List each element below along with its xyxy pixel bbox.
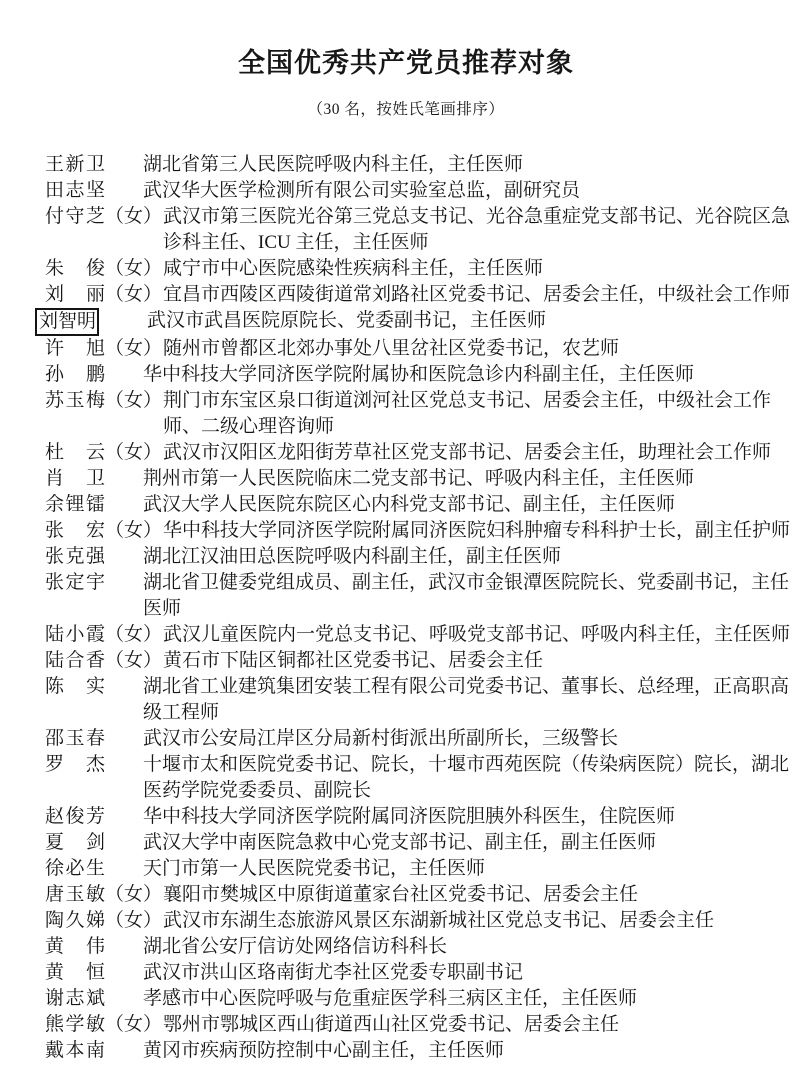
entry-name: 付 守 芝 <box>45 206 105 227</box>
entry-row <box>45 934 795 960</box>
entry-row <box>45 908 795 934</box>
entry-row <box>45 544 795 570</box>
entry-name: 张 宏 <box>45 520 105 541</box>
gender-marker: （女） <box>105 1014 163 1035</box>
entry-name: 孙 鹏 <box>45 364 105 385</box>
entry-name: 张 克 强 <box>45 546 105 567</box>
entry-description: 十堰市太和医院党委书记、院长，十堰市西苑医院（传染病医院）院长，湖北医药学院党委委员、副院长 <box>143 754 790 801</box>
entry-row <box>45 622 795 648</box>
entry-description: 湖北江汉油田总医院呼吸内科副主任，副主任医师 <box>143 546 562 567</box>
entry-name: 王 新 卫 <box>45 154 105 175</box>
entry-row <box>45 256 795 282</box>
entry-description: 湖北省卫健委党组成员、副主任，武汉市金银潭医院院长、党委副书记，主任医师 <box>143 572 790 619</box>
entry-row <box>45 518 795 544</box>
entry-row <box>45 466 795 492</box>
entry-row <box>45 492 795 518</box>
gender-marker: （女） <box>105 624 163 645</box>
entry-name: 唐 玉 敏 <box>45 884 105 905</box>
entry-description: 华中科技大学同济医学院附属同济医院胆胰外科医生，住院医师 <box>143 806 676 827</box>
gender-marker: （女） <box>105 650 163 671</box>
entry-name: 罗 杰 <box>45 754 105 775</box>
entry-name: 田 志 坚 <box>45 180 105 201</box>
entry-name: 陆 合 香 <box>45 650 105 671</box>
entry-description: 武汉市汉阳区龙阳街芳草社区党支部书记、居委会主任，助理社会工作师 <box>163 442 772 463</box>
entry-row <box>45 362 795 388</box>
entry-description: 华中科技大学同济医学院附属同济医院妇科肿瘤专科科护士长，副主任护师 <box>163 520 791 541</box>
entry-description: 荆州市第一人民医院临床二党支部书记、呼吸内科主任，主任医师 <box>143 468 695 489</box>
entry-name: 苏 玉 梅 <box>45 390 105 411</box>
entry-description: 武汉市公安局江岸区分局新村街派出所副所长，三级警长 <box>143 728 619 749</box>
entry-row <box>45 570 795 622</box>
entry-description: 湖北省公安厅信访处网络信访科科长 <box>143 936 448 957</box>
entry-description: 武汉儿童医院内一党总支书记、呼吸党支部书记、呼吸内科主任，主任医师 <box>163 624 791 645</box>
recommendation-list <box>0 152 812 1064</box>
gender-marker: （女） <box>105 910 163 931</box>
gender-marker: （女） <box>105 442 163 463</box>
entry-name: 杜 云 <box>45 442 105 463</box>
entry-name: 赵 俊 芳 <box>45 806 105 827</box>
entry-name: 陶 久 娣 <box>45 910 105 931</box>
entry-row <box>45 830 795 856</box>
entry-description: 随州市曾都区北郊办事处八里岔社区党委书记，农艺师 <box>163 338 620 359</box>
entry-description: 宜昌市西陵区西陵街道常刘路社区党委书记、居委会主任，中级社会工作师 <box>163 284 791 305</box>
entry-row <box>45 282 795 308</box>
entry-description: 咸宁市中心医院感染性疾病科主任，主任医师 <box>163 258 544 279</box>
entry-description: 湖北省第三人民医院呼吸内科主任，主任医师 <box>143 154 524 175</box>
entry-name: 许 旭 <box>45 338 105 359</box>
entry-name: 陆 小 霞 <box>45 624 105 645</box>
entry-name: 邵 玉 春 <box>45 728 105 749</box>
entry-description: 黄石市下陆区铜都社区党委书记、居委会主任 <box>163 650 544 671</box>
entry-description: 荆门市东宝区泉口街道浏河社区党总支书记、居委会主任，中级社会工作师、二级心理咨询师 <box>163 390 772 437</box>
entry-row <box>45 804 795 830</box>
entry-name: 肖 卫 <box>45 468 105 489</box>
gender-marker: （女） <box>105 338 163 359</box>
entry-name: 黄 恒 <box>45 962 105 983</box>
entry-row <box>45 152 795 178</box>
entry-name: 陈 实 <box>45 676 105 697</box>
entry-row <box>45 1012 795 1038</box>
entry-name: 张 定 宇 <box>45 572 105 593</box>
entry-name: 熊 学 敏 <box>45 1014 105 1035</box>
entry-row <box>45 388 795 440</box>
entry-row <box>45 726 795 752</box>
gender-marker: （女） <box>105 206 163 227</box>
gender-marker: （女） <box>105 520 163 541</box>
entry-row <box>45 336 795 362</box>
entry-description: 武汉大学中南医院急救中心党支部书记、副主任，副主任医师 <box>143 832 657 853</box>
document-title: 全国优秀共产党员推荐对象 <box>238 48 574 78</box>
entry-row <box>45 440 795 466</box>
entry-description: 湖北省工业建筑集团安装工程有限公司党委书记、董事长、总经理，正高职高级工程师 <box>143 676 790 723</box>
entry-row <box>45 986 795 1012</box>
entry-description: 武汉华大医学检测所有限公司实验室总监，副研究员 <box>143 180 581 201</box>
entry-description: 武汉市洪山区珞南街尤李社区党委专职副书记 <box>143 962 524 983</box>
entry-name: 戴 本 南 <box>45 1040 105 1061</box>
entry-row <box>45 960 795 986</box>
entry-name: 夏 剑 <box>45 832 105 853</box>
entry-row <box>45 856 795 882</box>
entry-name: 徐 必 生 <box>45 858 105 879</box>
entry-row <box>45 882 795 908</box>
gender-marker: （女） <box>105 884 163 905</box>
entry-name-boxed: 刘 智 明 <box>35 308 99 336</box>
entry-description: 孝感市中心医院呼吸与危重症医学科三病区主任，主任医师 <box>143 988 638 1009</box>
entry-row <box>39 308 795 336</box>
entry-description: 鄂州市鄂城区西山街道西山社区党委书记、居委会主任 <box>163 1014 620 1035</box>
entry-row <box>45 1038 795 1064</box>
gender-marker: （女） <box>105 284 163 305</box>
entry-name: 刘 丽 <box>45 284 105 305</box>
document-subtitle: （30 名，按姓氏笔画排序） <box>307 101 505 118</box>
entry-row <box>45 674 795 726</box>
entry-description: 武汉市东湖生态旅游风景区东湖新城社区党总支书记、居委会主任 <box>163 910 715 931</box>
gender-marker: （女） <box>105 390 163 411</box>
entry-description: 武汉大学人民医院东院区心内科党支部书记、副主任，主任医师 <box>143 494 676 515</box>
entry-name: 余 锂 镭 <box>45 494 105 515</box>
entry-name: 黄 伟 <box>45 936 105 957</box>
entry-description: 武汉市第三医院光谷第三党总支书记、光谷急重症党支部书记、光谷院区急诊科主任、ICU 主任，主任医师 <box>163 206 791 253</box>
entry-description: 天门市第一人民医院党委书记，主任医师 <box>143 858 486 879</box>
entry-name: 谢 志 斌 <box>45 988 105 1009</box>
entry-row <box>45 648 795 674</box>
entry-description: 黄冈市疾病预防控制中心副主任，主任医师 <box>143 1040 505 1061</box>
entry-description: 武汉市武昌医院原院长、党委副书记，主任医师 <box>147 310 547 331</box>
document-page <box>0 41 812 1071</box>
gender-marker: （女） <box>105 258 163 279</box>
entry-description: 华中科技大学同济医学院附属协和医院急诊内科副主任，主任医师 <box>143 364 695 385</box>
entry-name: 朱 俊 <box>45 258 105 279</box>
entry-row <box>45 752 795 804</box>
entry-row <box>45 204 795 256</box>
entry-row <box>45 178 795 204</box>
entry-description: 襄阳市樊城区中原街道董家台社区党委书记、居委会主任 <box>163 884 639 905</box>
